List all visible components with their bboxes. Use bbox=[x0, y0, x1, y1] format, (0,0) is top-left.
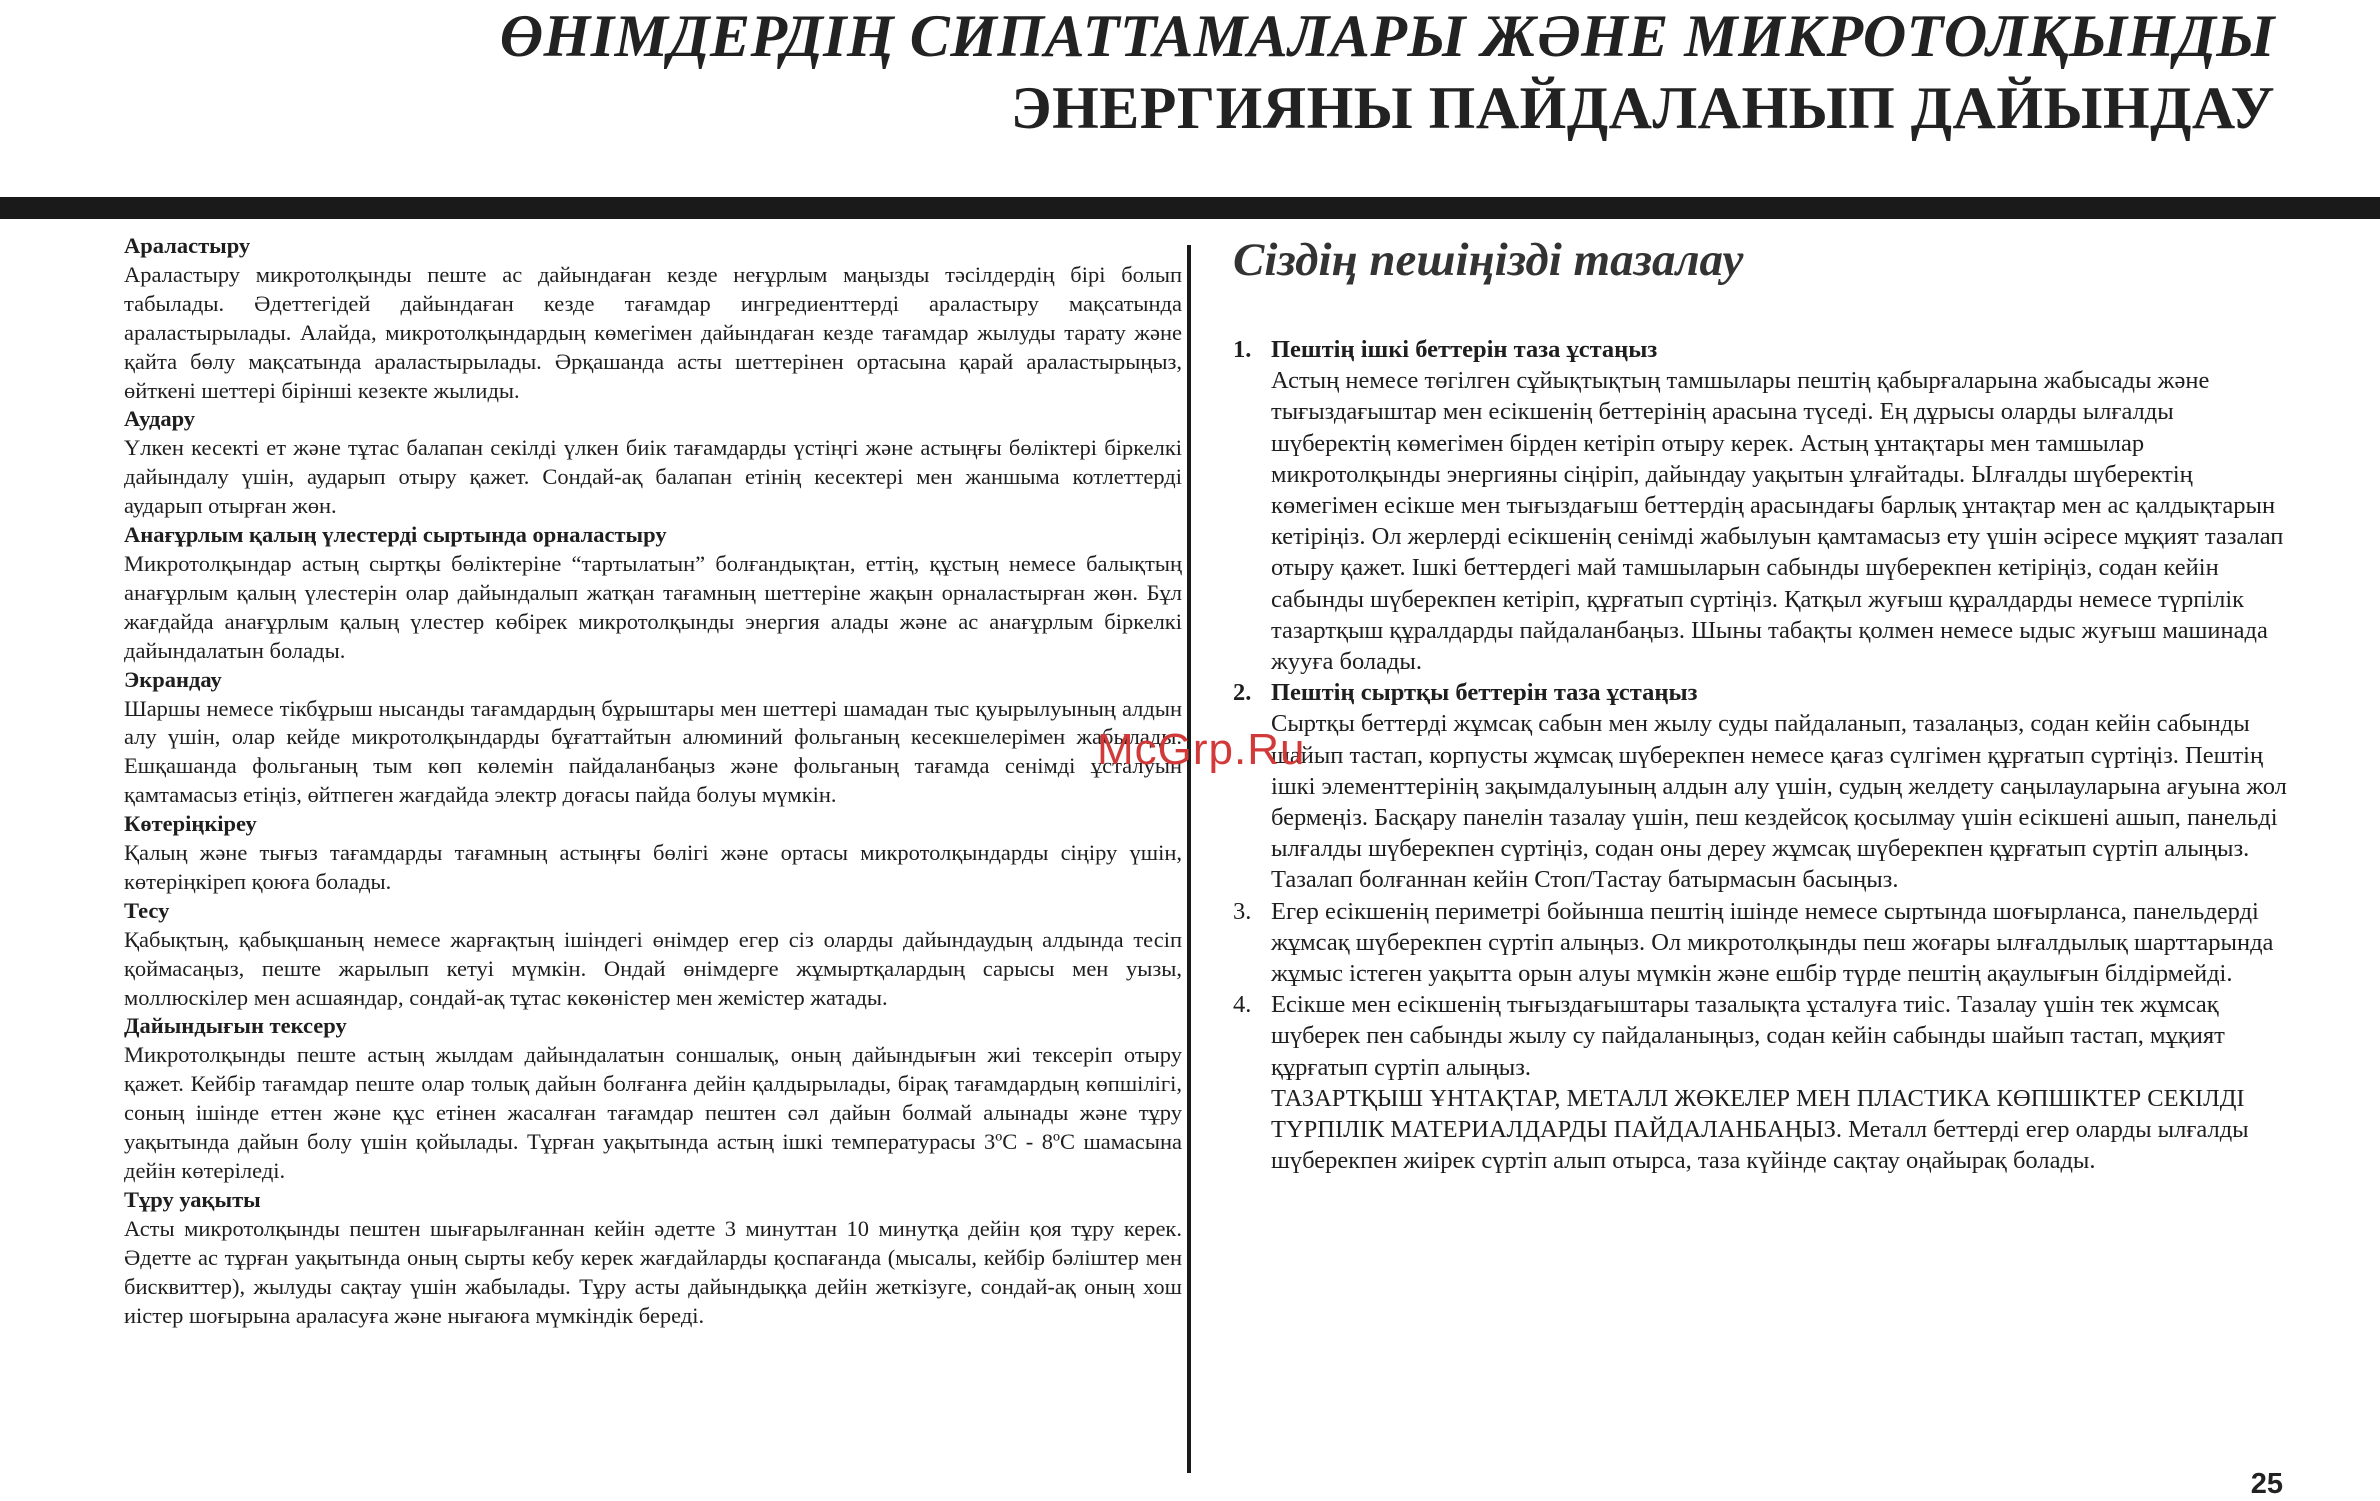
section-heading: Араластыру bbox=[124, 233, 251, 258]
item-text: Астың немесе төгілген сұйықтықтың тамшылары пештің қабырғаларына жабысады және тығыздағыштар мен есікшенің беттерінің арасына түседі. Ең дұрысы оларды ылғалды шүберектің көмегімен бірден кетіріп отыру керек. Астың ұнтақтары мен тамшылар микротолқынды энергияны сіңіріп, дайындау уақытын ұлғайтады. Ылғалды шүберектің көмегімен есікше мен тығыздағыш беттердің арасындағы барлық ұнтақтар мен ас қалдықтарын кетіріңіз. Ол жерлерді есікшенің сенімді жабылуын қамтамасыз ету үшін әсіресе мұқият тазалап отыру қажет. Ішкі беттердегі май тамшыларын сабынды шүберекпен кетіріңіз, содан кейін сабынды шүберекпен кетіріп, құрғатып сүртіңіз. Қатқыл жуғыш құралдарды немесе түрпілік тазартқыш құралдарды пайдаланбаңыз. Шыны табақты қолмен немесе ыдыс жуғыш машинада жууға болады. bbox=[1271, 367, 2284, 676]
section-doneness bbox=[124, 1012, 1182, 1185]
section-heading: Анағұрлым қалың үлестерді сыртында орналастыру bbox=[124, 522, 667, 548]
section-heading: Тұру уақыты bbox=[124, 1186, 261, 1212]
title-line-2: ЭНЕРГИЯНЫ ПАЙДАЛАНЫП ДАЙЫНДАУ bbox=[1010, 75, 2275, 141]
cleaning-item-2 bbox=[1233, 677, 2293, 708]
item-warning-text: ТАЗАРТҚЫШ ҰНТАҚТАР, МЕТАЛЛ ЖӨКЕЛЕР МЕН ПЛАСТИКА КӨПШІКТЕР СЕКІЛДІ ТҮРПІЛІК МАТЕРИАЛДАРДЫ ПАЙДАЛАНБАҢЫЗ. Металл беттерді егер оларды ылғалды шүберекпен жиірек сүртіп алып отырса, таза күйінде сақтау оңайырақ болады. bbox=[1271, 1084, 2249, 1175]
section-heading: Тесу bbox=[124, 897, 170, 923]
section-elevating bbox=[124, 810, 1182, 897]
item-text: Есікше мен есікшенің тығыздағыштары тазалықта ұсталуға тиіс. Тазалау үшін тек жұмсақ шүберек пен сабынды жылу су пайдаланыңыз, содан кейін сабынды шайып тастап, мұқият құрғатып сүртіп алыңыз. bbox=[1271, 991, 2225, 1081]
section-stirring bbox=[124, 232, 1182, 405]
item-number: 1. bbox=[1233, 336, 1252, 363]
page-title bbox=[500, 0, 2275, 144]
item-title: Пештің ішкі беттерін таза ұстаңыз bbox=[1271, 336, 1658, 363]
section-heading: Көтерiңкiреу bbox=[124, 811, 257, 837]
section-text: Микротолқынды пеште астың жылдам дайындалатын соншалық, оның дайындығын жиі тексеріп отыру қажет. Кейбір тағамдар пеште олар толық дайын болғанға дейін қалдырылады, бірақ тағамдардың көпшілігі, соның ішінде еттен және құс етінен жасалған тағамдар пештен сәл дайын болмай алынады және тұру уақытында дайын болу үшін қойылады. Тұрған уақытында астың ішкі температурасы 3ºC - 8ºC шамасына дейін көтеріледі. bbox=[124, 1042, 1182, 1183]
cleaning-item-3 bbox=[1233, 896, 2293, 990]
section-text: Араластыру микротолқынды пеште ас дайындаған кезде неғұрлым маңызды тәсілдердің бірі болып табылады. Әдеттегідей дайындаған кезде тағамдар ингредиенттерді араластыру мақсатында араластырылады. Алайда, микротолқындардың көмегімен дайындаған кезде тағамдар жылуды тарату және қайта бөлу мақсатында араластырылады. Әрқашанда асты шеттерінен ортасына қарай араластырыңыз, өйткені шеттері бірінші кезекте жылиды. bbox=[124, 261, 1182, 403]
column-divider bbox=[1187, 245, 1191, 1473]
item-text: Егер есікшенің периметрі бойынша пештің ішінде немесе сыртында шоғырланса, панельдерді жұмсақ шүберекпен сүртіп алыңыз. Ол микротолқынды пеш жоғары ылғалдылық шарттарында жұмыс істеген уақытта орын алуы мүмкін және ешбір түрде пештің ақаулығын білдірмейді. bbox=[1271, 897, 2274, 988]
section-text: Шаршы немесе тікбұрыш нысанды тағамдардың бұрыштары мен шеттері шамадан тыс қуырылуының алдын алу үшін, олар кейде микротолқындарды бұғаттайтын алюминий фольганың кесекшелерімен жабылады. Ешқашанда фольганың тым көп көлемін пайдаланбаңыз және фольганың тағамда сенімді ұсталуын қамтамасыз етіңіз, өйтпеген жағдайда электр доғасы пайда болуы мүмкін. bbox=[124, 695, 1182, 808]
section-heading: Аудару bbox=[124, 406, 196, 432]
item-title: Пештің сыртқы беттерін таза ұстаңыз bbox=[1271, 679, 1698, 707]
page-number: 25 bbox=[2250, 1468, 2283, 1500]
section-standing-time bbox=[124, 1186, 1182, 1331]
section-turning bbox=[124, 405, 1182, 521]
item-number: 4. bbox=[1233, 991, 1252, 1019]
right-column bbox=[1233, 230, 2293, 1176]
item-number: 2. bbox=[1233, 679, 1252, 707]
left-column bbox=[124, 232, 1182, 1330]
watermark: McGrp.Ru bbox=[1097, 725, 1306, 774]
section-text: Микротолқындар астың сыртқы бөліктеріне “тартылатын” болғандықтан, еттің, құстың немесе балықтың анағұрлым қалың үлестерін олар дайындалып жатқан тағамның шеттеріне жақын орналастырған жөн. Бұл жағдайда анағұрлым қалың үлестер көбірек микротолқынды энергия алады және ас анағұрлым біркелкі дайындалатын болады. bbox=[124, 550, 1182, 663]
section-text: Қабықтың, қабықшаның немесе жарғақтың ішіндегі өнімдер егер сіз оларды дайындаудың алдында тесіп қоймасаңыз, пеште жарылып кетуі мүмкін. Ондай өнімдерге жұмыртқалардың сарысы мен уызы, моллюскілер мен асшаяндар, сондай-ақ тұтас көкөністер мен жемістер жатады. bbox=[124, 926, 1182, 1010]
section-text: Асты микротолқынды пештен шығарылғаннан кейін әдетте 3 минуттан 10 минутқа дейін қоя тұру керек. Әдетте ас тұрған уақытында оның сырты кебу керек жағдайларды қоспағанда (мысалы, кейбір бәліштер мен бисквиттер), жылуды сақтау үшін жабылады. Тұру асты дайындыққа дейін жеткізуге, сондай-ақ оның хош иістер шоғырына араласуға және нығаюға мүмкіндік береді. bbox=[124, 1215, 1182, 1328]
section-piercing bbox=[124, 897, 1182, 1013]
section-text: Үлкен кесекті ет және тұтас балапан секілді үлкен биік тағамдарды үстіңгі және астыңғы бөліктері біркелкі дайындалу үшін, аударып отыру қажет. Сондай-ақ балапан етінің кесектері мен жаншыма котлеттерді аударып отырған жөн. bbox=[124, 435, 1182, 519]
title-line-1: ӨНІМДЕРДІҢ СИПАТТАМАЛАРЫ ЖӘНЕ МИКРОТОЛҚЫНДЫ bbox=[499, 3, 2275, 69]
item-number: 3. bbox=[1233, 897, 1252, 925]
section-shielding bbox=[124, 666, 1182, 811]
cleaning-heading: Сіздің пешіңізді тазалау bbox=[1233, 234, 1744, 286]
section-thick-parts bbox=[124, 521, 1182, 666]
cleaning-item-4 bbox=[1233, 989, 2293, 1083]
header-rule bbox=[0, 197, 2380, 219]
cleaning-item-1 bbox=[1233, 334, 2293, 365]
section-text: Қалың және тығыз тағамдарды тағамның астыңғы бөлігі және ортасы микротолқындарды сіңіру үшін, көтеріңкіреп қоюға болады. bbox=[124, 840, 1182, 894]
section-heading: Экрандау bbox=[124, 666, 222, 692]
section-heading: Дайындығын тексеру bbox=[124, 1013, 347, 1039]
item-text: Сыртқы беттерді жұмсақ сабын мен жылу суды пайдаланып, тазалаңыз, содан кейін сабынды шайып тастап, корпусты жұмсақ шүберекпен немесе қағаз сүлгімен құрғатып сүртіңіз. Пештің ішкі элементтерінің зақымдалуының алдын алу үшін, судың желдету саңылауларына ағуына жол бермеңіз. Басқару панелін тазалау үшін, пеш кездейсоқ қосылмау үшін есікшені ашып, панельді ылғалды шүберекпен сүртіңіз, содан оны дереу жұмсақ шүберекпен құрғатып сүртіп алыңыз. Тазалап болғаннан кейін Стоп/Тастау батырмасын басыңыз. bbox=[1271, 710, 2287, 894]
